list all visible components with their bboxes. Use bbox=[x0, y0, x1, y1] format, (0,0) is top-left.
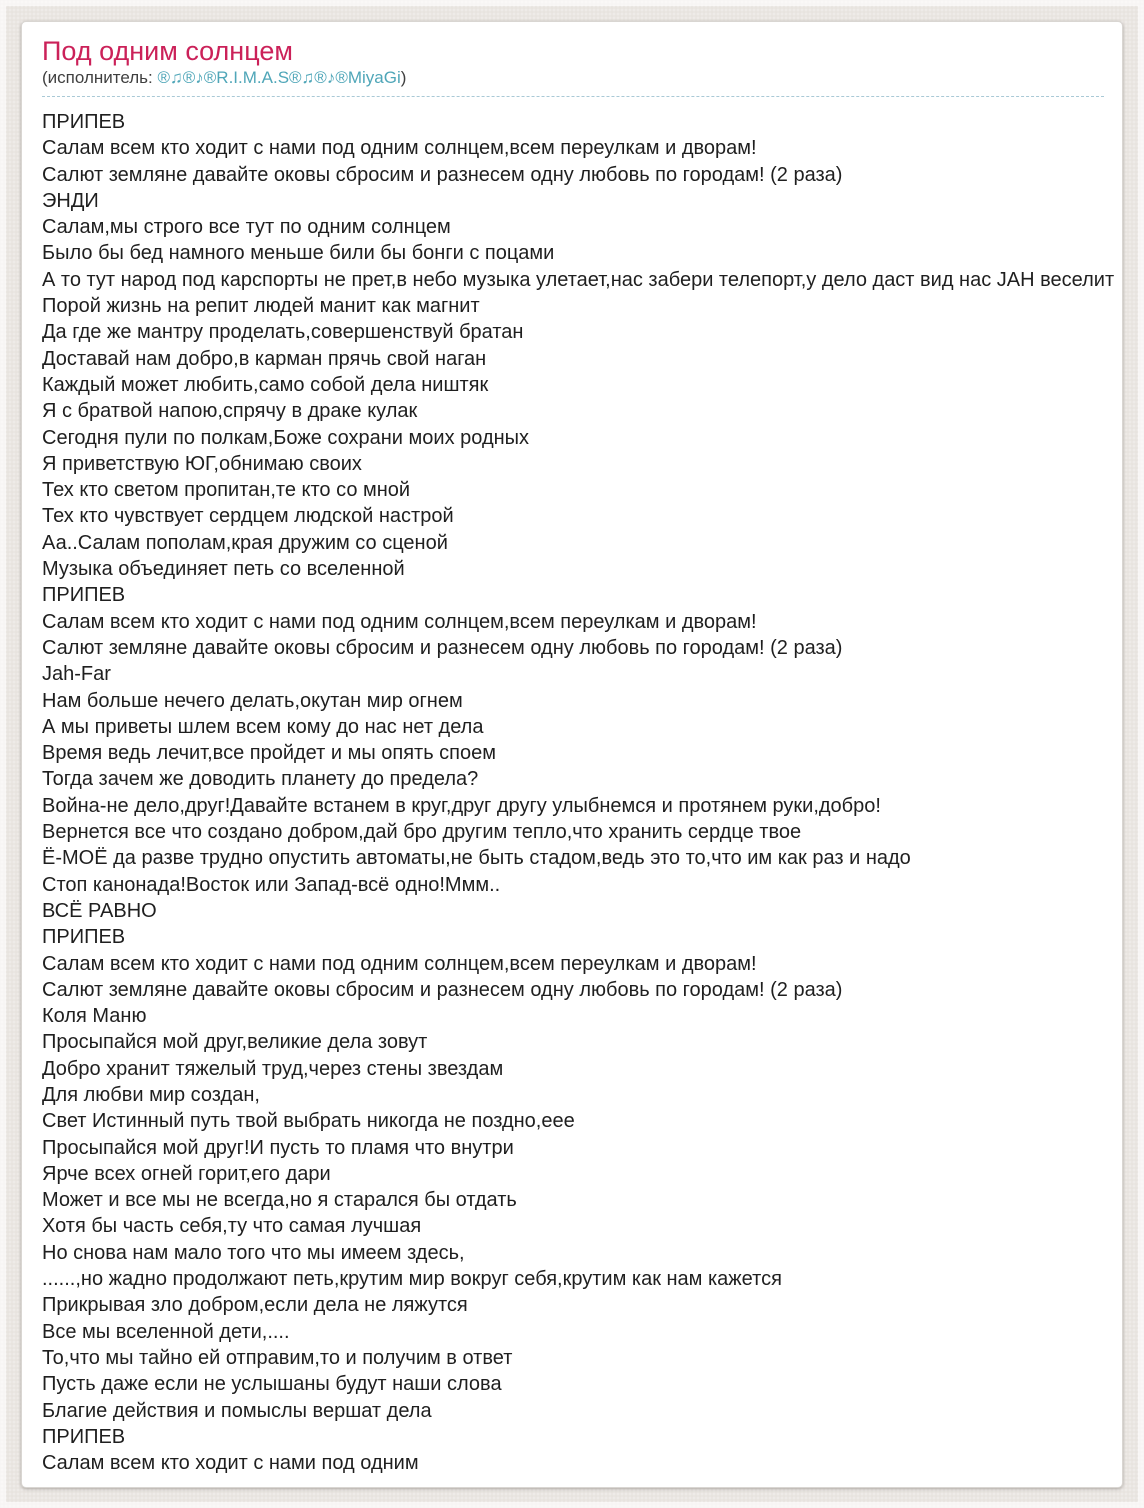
lyric-line: Jah-Far bbox=[42, 663, 111, 686]
lyric-line: Доставай нам добро,в карман прячь свой наган bbox=[42, 347, 487, 370]
lyric-line: Да где же мантру проделать,совершенствуй братан bbox=[42, 321, 524, 344]
lyric-line: Вернется все что создано добром,дай бро другим тепло,что хранить сердце твое bbox=[42, 821, 802, 844]
lyric-line: Прикрывая зло добром,если дела не ляжутся bbox=[42, 1294, 468, 1317]
lyric-line: Война-не дело,друг!Давайте встанем в круг,друг другу улыбнемся и протянем руки,добро! bbox=[42, 794, 881, 817]
lyric-line: Пусть даже если не услышаны будут наши слова bbox=[42, 1373, 502, 1396]
lyric-line: ПРИПЕВ bbox=[42, 584, 126, 607]
lyric-line: Я с братвой напою,спрячу в драке кулак bbox=[42, 400, 418, 423]
lyric-line: Салам всем кто ходит с нами под одним солнцем,всем переулкам и дворам! bbox=[42, 610, 757, 633]
lyric-line: А мы приветы шлем всем кому до нас нет дела bbox=[42, 715, 484, 738]
lyric-line: Салют земляне давайте оковы сбросим и разнесем одну любовь по городам! (2 раза) bbox=[42, 636, 843, 659]
lyric-line: Было бы бед намного меньше били бы бонги с поцами bbox=[42, 242, 555, 265]
artist-link[interactable]: ®♫®♪®R.I.M.A.S®♫®♪®MiyaGi bbox=[157, 68, 401, 87]
lyric-line: Я приветствую ЮГ,обнимаю своих bbox=[42, 452, 362, 475]
lyric-line: ......,но жадно продолжают петь,крутим мир вокруг себя,крутим как нам кажется bbox=[42, 1268, 782, 1291]
lyric-line: ПРИПЕВ bbox=[42, 926, 126, 949]
lyric-line: Добро хранит тяжелый труд,через стены звездам bbox=[42, 1057, 504, 1080]
lyric-line: То,что мы тайно ей отправим,то и получим в ответ bbox=[42, 1346, 513, 1369]
lyric-line: А то тут народ под карспорты не прет,в небо музыка улетает,нас забери телепорт,у дело даст вид нас JAH веселит bbox=[42, 268, 1115, 291]
song-title: Под одним солнцем bbox=[42, 36, 293, 66]
lyric-line: ПРИПЕВ bbox=[42, 111, 126, 133]
lyric-line: ЭНДИ bbox=[42, 189, 99, 212]
artist-label: (исполнитель: bbox=[42, 68, 158, 87]
lyric-line: Время ведь лечит,все пройдет и мы опять споем bbox=[42, 742, 497, 765]
lyric-line: Для любви мир создан, bbox=[42, 1083, 260, 1106]
lyric-line: Салют земляне давайте оковы сбросим и разнесем одну любовь по городам! (2 раза) bbox=[42, 163, 843, 186]
lyrics-text bbox=[42, 109, 1115, 1476]
lyric-line: Ё-МОЁ да разве трудно опустить автоматы,не быть стадом,ведь это то,что им как раз и надо bbox=[42, 847, 911, 870]
lyric-line: ВСЁ РАВНО bbox=[42, 899, 157, 922]
lyric-line: Коля Маню bbox=[42, 1005, 147, 1028]
lyric-line: Просыпайся мой друг!И пусть то пламя что внутри bbox=[42, 1136, 514, 1159]
lyric-line: Тогда зачем же доводить планету до предела? bbox=[42, 768, 479, 791]
lyric-line: Аа..Салам пополам,края дружим со сценой bbox=[42, 531, 448, 554]
lyrics-card bbox=[21, 21, 1123, 1488]
lyric-line: Порой жизнь на репит людей манит как магнит bbox=[42, 295, 480, 318]
lyric-line: Тех кто светом пропитан,те кто со мной bbox=[42, 479, 411, 502]
lyric-line: Салам всем кто ходит с нами под одним bbox=[42, 1452, 419, 1475]
lyric-line: Салам всем кто ходит с нами под одним солнцем,всем переулкам и дворам! bbox=[42, 137, 757, 160]
lyric-line: Благие действия и помыслы вершат дела bbox=[42, 1399, 432, 1422]
lyric-line: Хотя бы часть себя,ту что самая лучшая bbox=[42, 1215, 422, 1238]
lyric-line: Может и все мы не всегда,но я старался бы отдать bbox=[42, 1189, 517, 1212]
lyric-line: Каждый может любить,само собой дела ништяк bbox=[42, 373, 489, 396]
artist-suffix: ) bbox=[400, 68, 407, 87]
lyric-line: Тех кто чувствует сердцем людской настрой bbox=[42, 505, 454, 528]
lyric-line: Салам,мы строго все тут по одним солнцем bbox=[42, 216, 451, 239]
lyric-line: Но снова нам мало того что мы имеем здесь, bbox=[42, 1241, 465, 1264]
lyric-line: Салют земляне давайте оковы сбросим и разнесем одну любовь по городам! (2 раза) bbox=[42, 978, 843, 1001]
lyric-line: Музыка объединяет петь со вселенной bbox=[42, 558, 405, 581]
lyric-line: Салам всем кто ходит с нами под одним солнцем,всем переулкам и дворам! bbox=[42, 952, 757, 975]
lyric-line: Стоп канонада!Восток или Запад-всё одно!Ммм.. bbox=[42, 873, 501, 896]
lyric-line: ПРИПЕВ bbox=[42, 1425, 126, 1448]
lyric-line: Ярче всех огней горит,его дари bbox=[42, 1162, 331, 1185]
artist-line bbox=[42, 66, 1104, 97]
lyric-line: Сегодня пули по полкам,Боже сохрани моих родных bbox=[42, 426, 530, 449]
lyric-line: Свет Истинный путь твой выбрать никогда не поздно,еее bbox=[42, 1110, 575, 1133]
lyric-line: Все мы вселенной дети,.... bbox=[42, 1320, 290, 1343]
lyric-line: Просыпайся мой друг,великие дела зовут bbox=[42, 1031, 428, 1054]
lyric-line: Нам больше нечего делать,окутан мир огнем bbox=[42, 689, 463, 712]
